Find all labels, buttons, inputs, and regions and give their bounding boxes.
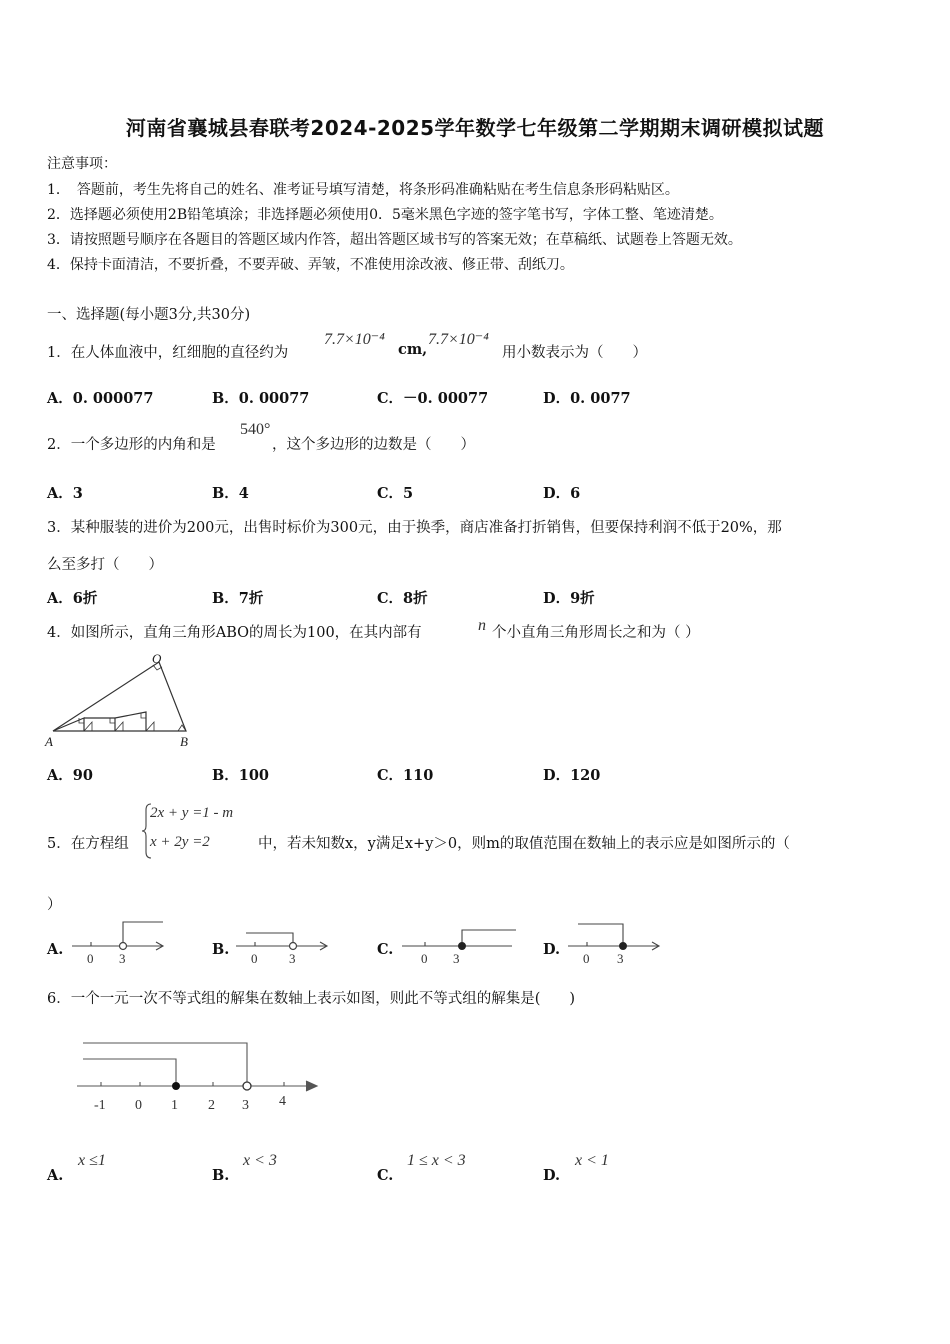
q2-option-c[interactable]: C．5: [377, 485, 414, 502]
q5-option-b[interactable]: B.: [212, 941, 230, 958]
q3-option-a[interactable]: A．6折: [47, 590, 98, 607]
q5-text-close: ）: [47, 897, 62, 913]
q4-triangle-figure: [40, 650, 200, 752]
q1-option-c[interactable]: C．－0. 00077: [377, 390, 489, 407]
q4-option-d[interactable]: D．120: [543, 767, 601, 784]
q5-option-a-number-line: [70, 918, 170, 968]
q6-answer-c: 1 ≤ x < 3: [407, 1152, 466, 1169]
q5-b-tick-0: 0: [251, 951, 258, 966]
q3-text-line2: 么至多打（ ）: [47, 557, 163, 573]
q1-unit: cm,: [398, 341, 428, 358]
q6-tick-label: -1: [94, 1098, 106, 1113]
q2-text-pre: 2．一个多边形的内角和是: [47, 437, 216, 453]
q6-tick-label: 1: [171, 1098, 178, 1113]
note-item: 4．保持卡面清洁，不要折叠，不要弄破、弄皱，不准使用涂改液、修正带、刮纸刀。: [47, 257, 574, 273]
q2-math: 540°: [240, 421, 271, 438]
q6-option-d[interactable]: D.: [543, 1167, 561, 1184]
q6-number-line: [72, 1030, 328, 1116]
q5-option-c-number-line: [400, 918, 520, 968]
q1-text-post: 用小数表示为（ ）: [502, 345, 647, 361]
q1-text-pre: 1．在人体血液中，红细胞的直径约为: [47, 345, 289, 361]
q6-option-a[interactable]: A.: [47, 1167, 64, 1184]
note-item: 1． 答题前，考生先将自己的姓名、准考证号填写清楚，将条形码准确粘贴在考生信息条形码粘贴区。: [47, 182, 679, 198]
q2-option-d[interactable]: D．6: [543, 485, 581, 502]
q5-option-d-number-line: [566, 918, 666, 968]
q3-option-d[interactable]: D．9折: [543, 590, 595, 607]
q3-option-b[interactable]: B．7折: [212, 590, 264, 607]
q2-option-b[interactable]: B．4: [212, 485, 249, 502]
q1-option-a[interactable]: A．0. 000077: [47, 390, 154, 407]
q3-text-line1: 3．某种服装的进价为200元，出售时标价为300元，由于换季，商店准备打折销售，但要保持利润不低于20%，那: [47, 520, 782, 536]
q5-c-tick-3: 3: [453, 951, 460, 966]
q4-text-pre: 4．如图所示，直角三角形ABO的周长为100，在其内部有: [47, 625, 422, 641]
q4-math: n: [478, 617, 486, 634]
q5-c-tick-0: 0: [421, 951, 428, 966]
q4-label-b: B: [180, 734, 188, 749]
q4-label-a: A: [45, 734, 53, 749]
q5-equation-2: x + 2y =2: [150, 834, 210, 850]
q5-equation-1: 2x + y =1 - m: [150, 805, 234, 821]
q1-math-1: 7.7×10⁻⁴: [324, 331, 385, 348]
q5-d-tick-0: 0: [583, 951, 590, 966]
q6-tick-label: 4: [279, 1094, 286, 1109]
q6-text: 6．一个一元一次不等式组的解集在数轴上表示如图，则此不等式组的解集是( ): [47, 991, 576, 1007]
q6-tick-label: 2: [208, 1098, 215, 1113]
q5-a-tick-3: 3: [119, 951, 126, 966]
q5-option-c[interactable]: C.: [377, 941, 394, 958]
q5-text-post: 中，若未知数x，y满足x+y＞0，则m的取值范围在数轴上的表示应是如图所示的（: [258, 836, 790, 852]
q6-answer-d: x < 1: [575, 1152, 609, 1169]
q4-label-o: O: [152, 651, 162, 666]
q4-option-b[interactable]: B．100: [212, 767, 270, 784]
q5-d-tick-3: 3: [617, 951, 624, 966]
q6-option-b[interactable]: B.: [212, 1167, 230, 1184]
q1-math-2: 7.7×10⁻⁴: [428, 331, 489, 348]
q5-a-tick-0: 0: [87, 951, 94, 966]
q5-option-d[interactable]: D.: [543, 941, 561, 958]
q2-option-a[interactable]: A．3: [47, 485, 83, 502]
q1-option-b[interactable]: B．0. 00077: [212, 390, 310, 407]
q6-tick-label: 0: [135, 1098, 142, 1113]
q6-tick-label: 3: [242, 1098, 249, 1113]
q5-text-pre: 5．在方程组: [47, 836, 129, 852]
q6-option-c[interactable]: C.: [377, 1167, 394, 1184]
note-item: 2．选择题必须使用2B铅笔填涂；非选择题必须使用0．5毫米黑色字迹的签字笔书写，字体工整、笔迹清楚。: [47, 207, 723, 223]
q5-option-a[interactable]: A.: [47, 941, 64, 958]
q3-option-c[interactable]: C．8折: [377, 590, 428, 607]
notes-heading: 注意事项：: [47, 156, 117, 172]
q1-option-d[interactable]: D．0. 0077: [543, 390, 631, 407]
q5-b-tick-3: 3: [289, 951, 296, 966]
q2-text-post: ，这个多边形的边数是（ ）: [272, 437, 475, 453]
note-item: 3．请按照题号顺序在各题目的答题区域内作答，超出答题区域书写的答案无效；在草稿纸、试题卷上答题无效。: [47, 232, 742, 248]
q4-option-c[interactable]: C．110: [377, 767, 434, 784]
q4-text-post: 个小直角三角形周长之和为（ ）: [492, 625, 700, 641]
page-title: 河南省襄城县春联考2024-2025学年数学七年级第二学期期末调研模拟试题: [125, 116, 825, 140]
q6-answer-a: x ≤1: [78, 1152, 106, 1169]
q5-option-b-number-line: [234, 918, 334, 968]
q4-option-a[interactable]: A．90: [47, 767, 93, 784]
section-heading: 一、选择题(每小题3分,共30分): [47, 307, 251, 323]
q6-answer-b: x < 3: [243, 1152, 277, 1169]
